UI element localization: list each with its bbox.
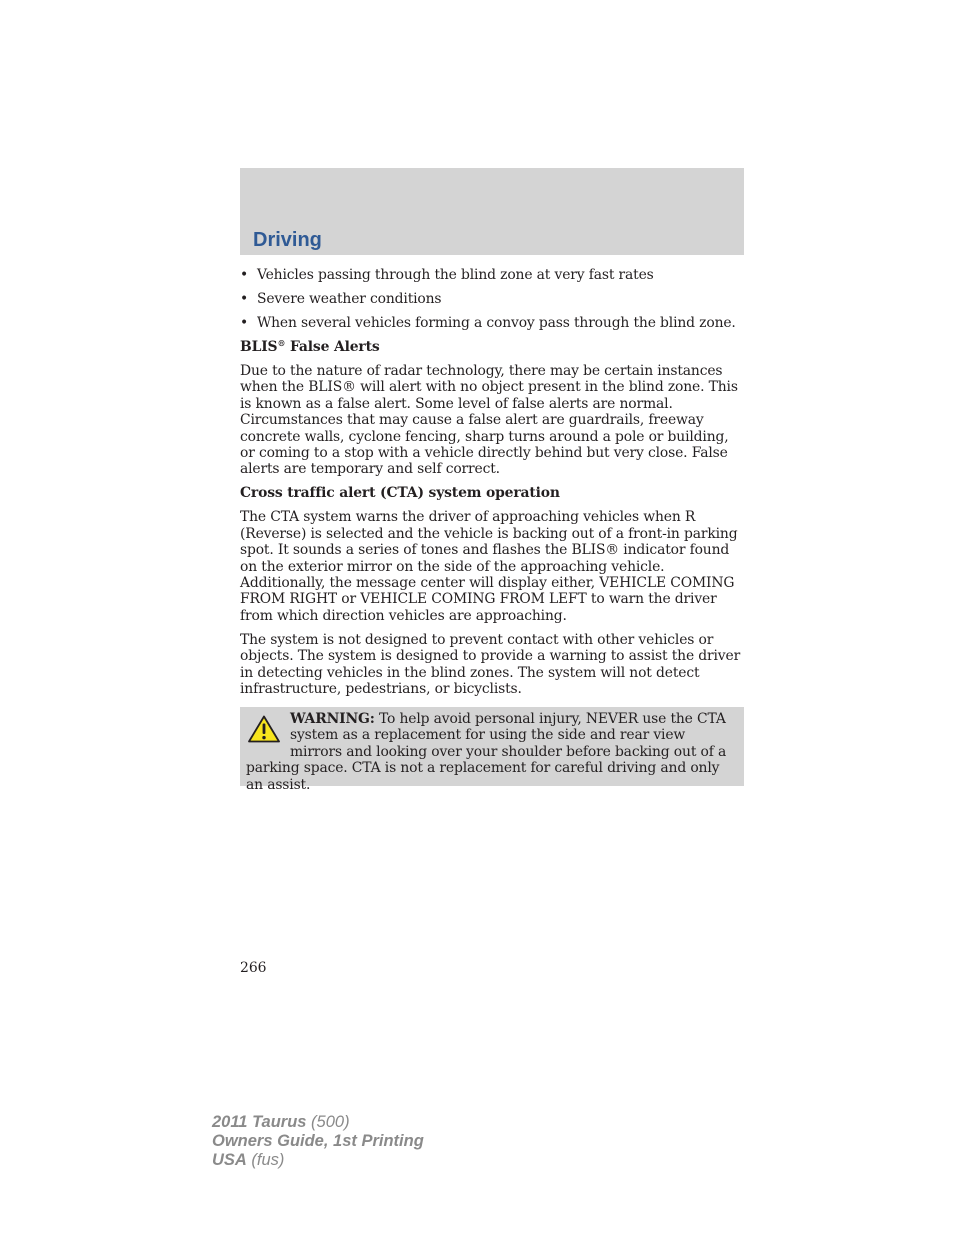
warning-box bbox=[240, 707, 744, 793]
false-alerts-heading-suffix: False Alerts bbox=[285, 339, 380, 355]
bullet-item bbox=[240, 267, 744, 283]
footer-line-model bbox=[212, 1113, 424, 1132]
footer-model: 2011 Taurus bbox=[212, 1113, 307, 1131]
footer-market-code: (fus) bbox=[246, 1151, 285, 1169]
condition-bullet-list bbox=[240, 267, 744, 331]
bullet-text: When several vehicles forming a convoy pass through the blind zone. bbox=[257, 315, 736, 331]
bullet-dot: • bbox=[240, 291, 249, 307]
false-alerts-heading bbox=[240, 339, 744, 355]
footer-model-code: (500) bbox=[306, 1113, 350, 1131]
bullet-text: Severe weather conditions bbox=[257, 291, 442, 307]
document-footer bbox=[212, 1113, 424, 1170]
footer-line-market bbox=[212, 1151, 424, 1170]
warning-triangle-icon bbox=[248, 715, 280, 743]
footer-line-edition bbox=[212, 1132, 424, 1151]
bullet-dot: • bbox=[240, 267, 249, 283]
cta-paragraph-operation: The CTA system warns the driver of approaching vehicles when R (Reverse) is selected and the vehicle is backing out of a front-in parking spot. It sounds a series of tones and flashes the BLIS® indicator found on the exterior mirror on the side of the approaching vehicle. Additionally, the message center will display either, VEHICLE COMING FROM RIGHT or VEHICLE COMING FROM LEFT to warn the driver from which direction vehicles are approaching. bbox=[240, 509, 738, 624]
footer-market: USA bbox=[212, 1151, 247, 1169]
bullet-dot: • bbox=[240, 315, 249, 331]
bullet-item bbox=[240, 315, 744, 331]
footer-edition: Owners Guide, 1st Printing bbox=[212, 1132, 424, 1150]
bullet-text: Vehicles passing through the blind zone at very fast rates bbox=[257, 267, 654, 283]
registered-mark: ® bbox=[277, 338, 286, 348]
cta-paragraph-limitations: The system is not designed to prevent contact with other vehicles or objects. The system is designed to provide a warning to assist the driver in detecting vehicles in the blind zones. The system will not detect infrastructure, pedestrians, or bicyclists. bbox=[240, 631, 741, 698]
false-alerts-heading-prefix: BLIS bbox=[240, 339, 278, 355]
warning-label: WARNING: bbox=[290, 711, 375, 727]
cta-heading: Cross traffic alert (CTA) system operation bbox=[240, 485, 560, 502]
warning-text: To help avoid personal injury, NEVER use the CTA system as a replacement for using the side and rear view mirrors and looking over your shoulder before backing out of a parking space. CTA is not a replacement for careful driving and only an assist. bbox=[246, 711, 727, 793]
false-alerts-paragraph: Due to the nature of radar technology, there may be certain instances when the BLIS® will alert with no object present in the blind zone. This is known as a false alert. Some level of false alerts are normal. Circumstances that may cause a false alert are guardrails, freeway concrete walls, cyclone fencing, sharp turns around a pole or building, or coming to a stop with a vehicle directly behind but very close. False alerts are temporary and self correct. bbox=[240, 363, 738, 478]
section-header-band bbox=[240, 168, 744, 255]
main-content bbox=[240, 267, 744, 705]
page-number: 266 bbox=[240, 960, 267, 976]
bullet-item bbox=[240, 291, 744, 307]
section-title: Driving bbox=[253, 229, 322, 251]
